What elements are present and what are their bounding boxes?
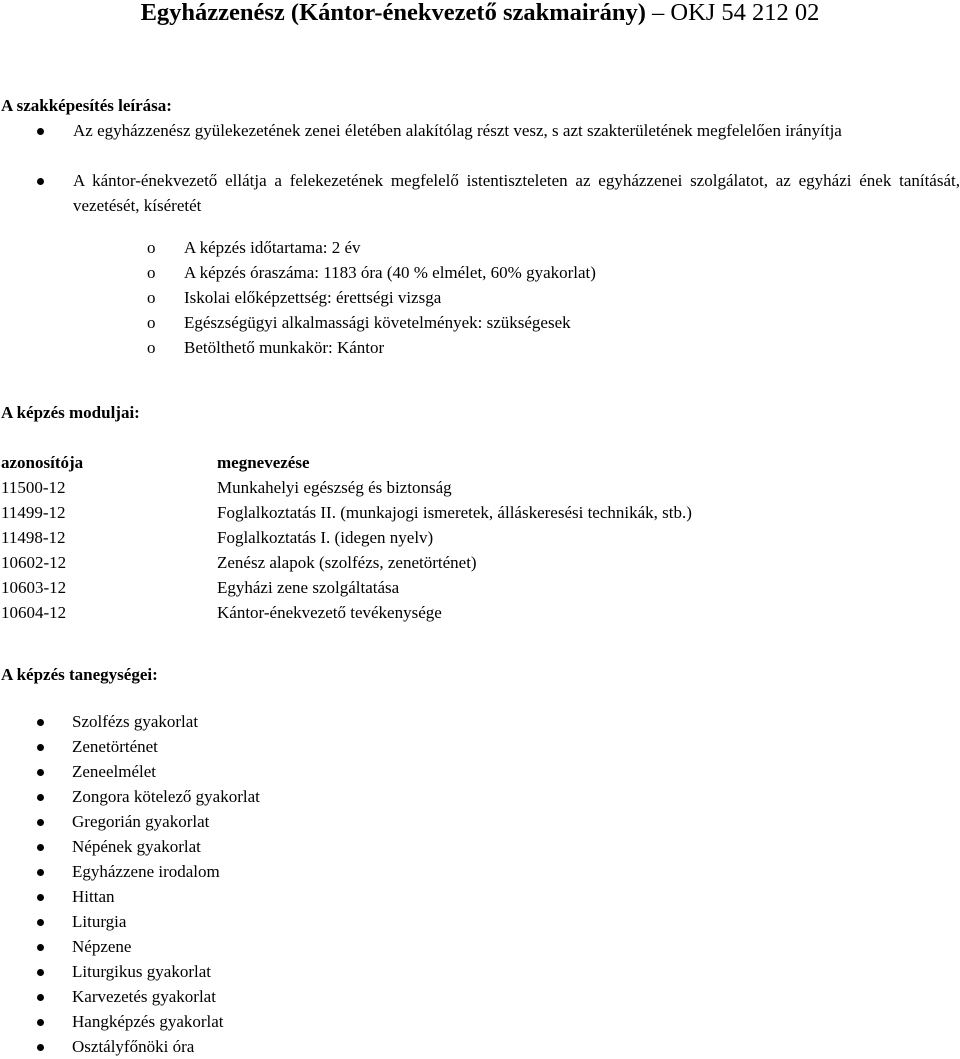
fact-text: Iskolai előképzettség: érettségi vizsga xyxy=(184,288,442,307)
modules-table xyxy=(1,450,692,625)
subjects-heading: A képzés tanegységei: xyxy=(1,665,158,684)
list-item xyxy=(0,784,960,809)
list-item xyxy=(0,260,960,285)
bullet-icon xyxy=(37,744,44,751)
column-header-id: azonosítója xyxy=(1,453,84,472)
bullet-icon xyxy=(37,794,44,801)
module-id: 10602-12 xyxy=(1,553,67,572)
list-item xyxy=(0,1009,960,1034)
module-id: 11498-12 xyxy=(1,528,66,547)
subject-text: Gregorián gyakorlat xyxy=(72,812,210,831)
bullet-icon xyxy=(37,178,44,185)
bullet-icon xyxy=(37,869,44,876)
fact-text: Egészségügyi alkalmassági követelmények: szükségesek xyxy=(184,313,571,332)
subject-text: Népzene xyxy=(72,937,132,956)
list-item xyxy=(0,734,960,759)
list-item xyxy=(0,884,960,909)
column-header-name: megnevezése xyxy=(217,453,310,472)
bullet-icon xyxy=(37,969,44,976)
description-item-text: Az egyházzenész gyülekezetének zenei életében alakítólag részt vesz, s azt szakterületének megfelelően irányítja xyxy=(73,121,842,140)
bullet-icon xyxy=(37,769,44,776)
table-row xyxy=(1,525,692,550)
subject-text: Hangképzés gyakorlat xyxy=(72,1012,224,1031)
module-id: 10603-12 xyxy=(1,578,67,597)
list-item xyxy=(0,118,960,168)
circle-bullet-icon: o xyxy=(147,238,156,257)
subject-text: Zongora kötelező gyakorlat xyxy=(72,787,260,806)
table-row xyxy=(1,475,692,500)
list-item xyxy=(0,834,960,859)
subject-text: Zenetörténet xyxy=(72,737,158,756)
subject-text: Egyházzene irodalom xyxy=(72,862,220,881)
circle-bullet-icon: o xyxy=(147,263,156,282)
list-item xyxy=(0,310,960,335)
module-name: Munkahelyi egészség és biztonság xyxy=(217,478,452,497)
module-name: Zenész alapok (szolfézs, zenetörténet) xyxy=(217,553,477,572)
table-header-row xyxy=(1,450,692,475)
list-item xyxy=(0,335,960,360)
fact-text: A képzés időtartama: 2 év xyxy=(184,238,361,257)
bullet-icon xyxy=(37,844,44,851)
bullet-icon xyxy=(37,719,44,726)
list-item xyxy=(0,984,960,1009)
title-main: Egyházzenész (Kántor-énekvezető szakmairány) xyxy=(140,0,646,26)
facts-list xyxy=(0,235,960,360)
list-item xyxy=(0,934,960,959)
list-item xyxy=(0,1034,960,1059)
bullet-icon xyxy=(37,1044,44,1051)
list-item xyxy=(0,285,960,310)
fact-text: Betölthető munkakör: Kántor xyxy=(184,338,385,357)
table-row xyxy=(1,550,692,575)
circle-bullet-icon: o xyxy=(147,313,156,332)
table-row xyxy=(1,600,692,625)
subject-text: Szolfézs gyakorlat xyxy=(72,712,199,731)
subject-text: Liturgikus gyakorlat xyxy=(72,962,211,981)
description-item-text: A kántor-énekvezető ellátja a felekezetének megfelelő istentiszteleten az egyházzenei szolgálatot, az egyházi ének tanítását, vezetését, kíséretét xyxy=(73,171,960,215)
subject-text: Osztályfőnöki óra xyxy=(72,1037,195,1056)
title-okj-code: – OKJ 54 212 02 xyxy=(645,0,820,26)
bullet-icon xyxy=(37,1019,44,1026)
module-id: 10604-12 xyxy=(1,603,67,622)
description-heading: A szakképesítés leírása: xyxy=(1,96,172,115)
bullet-icon xyxy=(37,819,44,826)
list-item xyxy=(0,909,960,934)
circle-bullet-icon: o xyxy=(147,288,156,307)
table-row xyxy=(1,575,692,600)
circle-bullet-icon: o xyxy=(147,338,156,357)
subjects-list xyxy=(0,709,960,1059)
description-list xyxy=(0,118,960,218)
module-name: Foglalkoztatás II. (munkajogi ismeretek, álláskeresési technikák, stb.) xyxy=(217,503,692,522)
list-item xyxy=(0,168,960,218)
module-name: Egyházi zene szolgáltatása xyxy=(217,578,400,597)
subject-text: Liturgia xyxy=(72,912,127,931)
subject-text: Zeneelmélet xyxy=(72,762,157,781)
list-item xyxy=(0,859,960,884)
bullet-icon xyxy=(37,894,44,901)
bullet-icon xyxy=(37,994,44,1001)
fact-text: A képzés óraszáma: 1183 óra (40 % elmélet, 60% gyakorlat) xyxy=(184,263,596,282)
bullet-icon xyxy=(37,944,44,951)
module-name: Foglalkoztatás I. (idegen nyelv) xyxy=(217,528,434,547)
list-item xyxy=(0,235,960,260)
module-name: Kántor-énekvezető tevékenysége xyxy=(217,603,442,622)
subject-text: Karvezetés gyakorlat xyxy=(72,987,216,1006)
list-item xyxy=(0,809,960,834)
subject-text: Hittan xyxy=(72,887,115,906)
module-id: 11500-12 xyxy=(1,478,66,497)
document-title xyxy=(0,0,960,29)
bullet-icon xyxy=(37,919,44,926)
modules-heading: A képzés moduljai: xyxy=(1,403,140,422)
bullet-icon xyxy=(37,128,44,135)
list-item xyxy=(0,759,960,784)
subject-text: Népének gyakorlat xyxy=(72,837,201,856)
table-row xyxy=(1,500,692,525)
list-item xyxy=(0,709,960,734)
list-item xyxy=(0,959,960,984)
module-id: 11499-12 xyxy=(1,503,66,522)
